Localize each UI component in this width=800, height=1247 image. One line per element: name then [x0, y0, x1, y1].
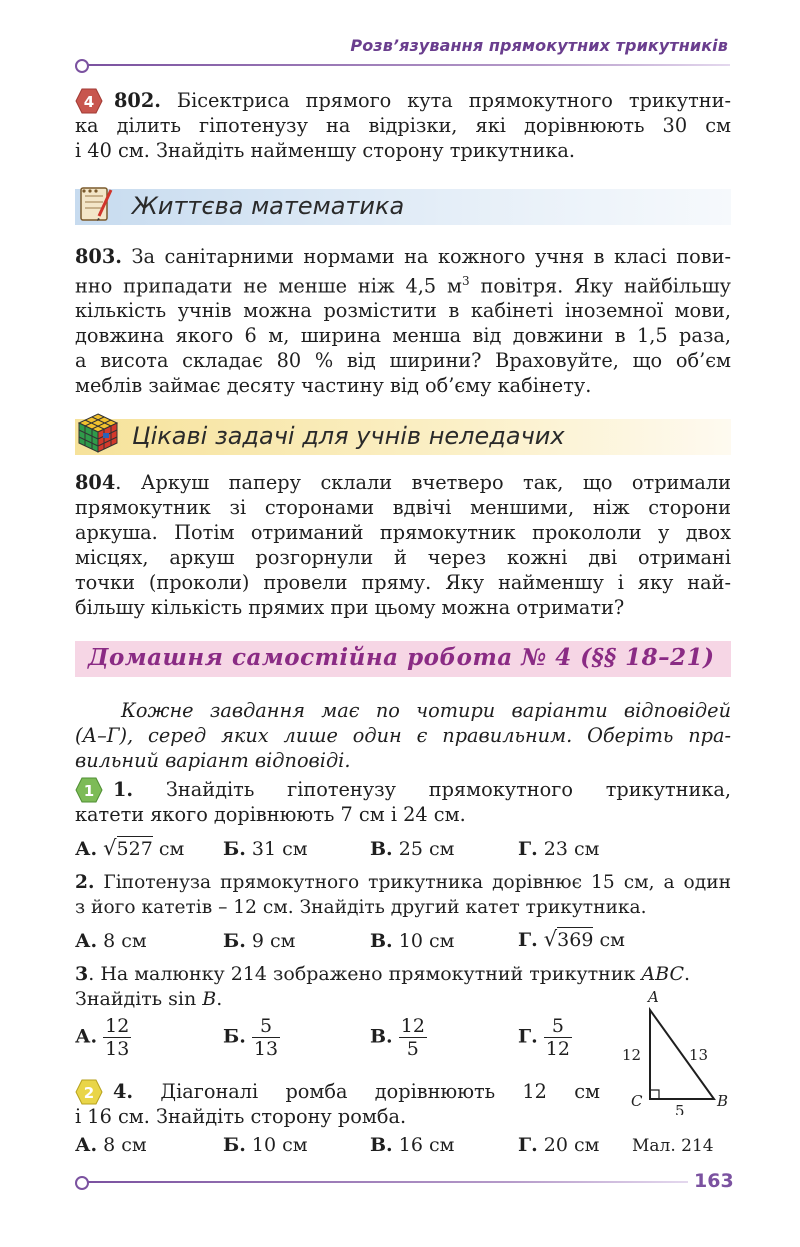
question-number: 4. — [113, 1080, 134, 1103]
option-label: Б. — [223, 1134, 246, 1156]
header-rule-ring — [75, 59, 89, 73]
denominator: 5 — [406, 1038, 419, 1060]
option-label: Г. — [518, 838, 538, 860]
q1-option-b[interactable] — [223, 838, 308, 860]
badge-number: 2 — [83, 1084, 95, 1102]
header-rule — [88, 64, 730, 66]
problem-text-line: кількість учнів можна розмістити в кабінеті іноземної мови, — [75, 299, 731, 323]
problem-text-line: меблів займає десяту частину від об’єму кабінету. — [75, 374, 592, 398]
fraction — [103, 1015, 131, 1060]
denominator: 12 — [545, 1038, 570, 1060]
problem-text-line: прямокутник зі сторонами вдвічі меншими, ніж сторони — [75, 496, 731, 519]
option-label: В. — [370, 930, 393, 952]
problem-804: 804. Аркуш паперу склали вчетверо так, що отримали прямокутник зі сторонами вдвічі меншими, ніж сторони аркуша. Потім отриманий прямокутник прокололи у двох місцях, аркуш розгорнули й через кожні дві отримані точки (проколи) провели пряму. Яку найменшу і яку най- більшу кількість прямих при цьому можна отримати? — [75, 471, 731, 619]
fraction — [544, 1015, 572, 1060]
q2-option-g[interactable] — [518, 927, 625, 951]
option-label: В. — [370, 1025, 393, 1048]
question-text-line: Знайдіть sin — [75, 988, 197, 1010]
section-title-life: Життєва математика — [132, 192, 405, 220]
problem-text-line: нно припадати не менше ніж 4,5 м — [75, 274, 463, 298]
triangle-name: ABC — [641, 963, 684, 985]
problem-text-line: За санітарними нормами на кожного учня в класі пови- — [131, 245, 731, 268]
q4-option-a[interactable] — [75, 1134, 147, 1156]
question-text-line: Діагоналі ромба дорівнюють 12 см — [160, 1080, 600, 1103]
q4-option-b[interactable] — [223, 1134, 308, 1156]
option-label: А. — [75, 838, 98, 860]
question-number: 2. — [75, 872, 95, 893]
vertex-label-a: A — [648, 988, 659, 1006]
running-header: Розв’язування прямокутних трикутників — [350, 36, 728, 55]
q3-option-a[interactable] — [75, 1015, 131, 1060]
problem-text-line: місцях, аркуш розгорнули й через кожні дві отримані — [75, 546, 731, 569]
option-label: В. — [370, 1134, 393, 1156]
angle-name: B — [202, 988, 217, 1010]
q4-option-g[interactable] — [518, 1134, 599, 1156]
q4-option-v[interactable] — [370, 1134, 454, 1156]
option-text: 31 см — [251, 838, 308, 860]
problem-text-line: точки (проколи) провели пряму. Яку найменшу і яку най- — [75, 571, 731, 594]
denominator: 13 — [253, 1038, 279, 1060]
side-label-ab: 13 — [689, 1046, 709, 1064]
square-root: √527 — [103, 836, 153, 860]
option-label: Б. — [223, 930, 246, 952]
problem-number: 804 — [75, 471, 116, 494]
question-text-line: катети якого дорівнюють 7 см і 24 см. — [75, 803, 466, 826]
q2-option-v[interactable] — [370, 930, 454, 952]
option-label: А. — [75, 1025, 98, 1048]
q2-option-a[interactable] — [75, 930, 147, 952]
radicand: 369 — [557, 929, 594, 951]
problem-text-line: більшу кількість прямих при цьому можна отримати? — [75, 596, 625, 619]
side-label-cb: 5 — [675, 1102, 685, 1115]
option-text: 8 см — [103, 930, 147, 952]
fraction — [399, 1015, 427, 1060]
problem-803 — [75, 244, 731, 398]
numerator: 5 — [252, 1015, 280, 1038]
unit: см — [158, 838, 185, 860]
q1-option-g[interactable] — [518, 838, 599, 860]
problem-text-line: повітря. Яку найбільшу — [469, 274, 731, 298]
option-label: Г. — [518, 929, 538, 951]
intro-line: Кожне завдання має по чотири варіанти відповідей — [121, 699, 731, 722]
question-2 — [75, 870, 731, 920]
option-text: 10 см — [251, 1134, 308, 1156]
q3-option-v[interactable] — [370, 1015, 427, 1060]
intro-line: вильний варіант відповіді. — [75, 749, 351, 772]
problem-number: 803. — [75, 245, 122, 268]
option-text: 20 см — [543, 1134, 600, 1156]
square-root: √369 — [543, 927, 594, 951]
q2-option-b[interactable] — [223, 930, 295, 952]
denominator: 13 — [105, 1038, 130, 1060]
side-label-ac: 12 — [622, 1046, 642, 1064]
problem-number: 802. — [114, 89, 161, 112]
option-label: А. — [75, 1134, 98, 1156]
question-number: 1. — [113, 778, 134, 801]
vertex-label-c: C — [631, 1092, 643, 1110]
question-text-line: . На малюнку 214 зображено прямокутний трикутник — [88, 963, 642, 985]
fraction — [252, 1015, 280, 1060]
superscript: 3 — [462, 274, 470, 288]
problem-text-line: ка ділить гіпотенузу на відрізки, які дорівнюють 30 см — [75, 114, 731, 137]
figure-caption: Мал. 214 — [632, 1136, 714, 1156]
option-text: 23 см — [543, 838, 600, 860]
option-text: 16 см — [398, 1134, 455, 1156]
homework-title: Домашня самостійна робота № 4 (§§ 18–21) — [88, 644, 715, 671]
option-label: Б. — [223, 1025, 246, 1048]
footer-rule — [88, 1181, 688, 1183]
option-label: Г. — [518, 1025, 538, 1048]
option-text: 8 см — [103, 1134, 147, 1156]
option-text: 10 см — [398, 930, 455, 952]
homework-intro — [75, 698, 731, 773]
badge-number: 1 — [83, 782, 95, 800]
option-text: 25 см — [398, 838, 455, 860]
question-text-line: Гіпотенуза прямокутного трикутника дорівнює 15 см, а один — [103, 872, 731, 893]
radicand: 527 — [116, 838, 153, 860]
q1-option-a[interactable] — [75, 836, 184, 860]
option-label: Г. — [518, 1134, 538, 1156]
problem-text-line: і 40 см. Знайдіть найменшу сторону трикутника. — [75, 139, 576, 162]
unit: см — [599, 929, 625, 951]
option-label: Б. — [223, 838, 246, 860]
page-number: 163 — [694, 1170, 734, 1192]
problem-text-line: Бісектриса прямого кута прямокутного трикутни- — [176, 89, 731, 112]
option-text: 9 см — [251, 930, 296, 952]
question-1 — [75, 777, 731, 827]
q1-option-v[interactable] — [370, 838, 454, 860]
numerator: 5 — [544, 1015, 572, 1038]
intro-line: (А–Г), серед яких лише один є правильним. Оберіть пра- — [75, 724, 731, 747]
problem-802 — [75, 88, 731, 163]
problem-text-line: довжина якого 6 м, ширина менша від довжини в 1,5 раза, — [75, 324, 731, 348]
footer-rule-ring — [75, 1176, 89, 1190]
q3-option-g[interactable] — [518, 1015, 572, 1060]
question-text-line: і 16 см. Знайдіть сторону ромба. — [75, 1105, 407, 1128]
question-number: 3 — [75, 963, 89, 985]
q3-option-b[interactable] — [223, 1015, 280, 1060]
problem-text-line: а висота складає 80 % від ширини? Враховуйте, що об’єм — [75, 349, 731, 373]
problem-text-line: аркуша. Потім отриманий прямокутник прокололи у двох — [75, 521, 731, 544]
vertex-label-b: B — [717, 1092, 729, 1110]
rubiks-cube-icon — [75, 410, 121, 456]
question-4 — [75, 1079, 600, 1129]
notebook-icon — [75, 180, 121, 226]
question-text-line: Знайдіть гіпотенузу прямокутного трикутника, — [165, 778, 731, 801]
numerator: 12 — [105, 1015, 130, 1037]
option-label: А. — [75, 930, 98, 952]
numerator: 12 — [400, 1015, 425, 1037]
section-title-fun: Цікаві задачі для учнів неледачих — [132, 422, 565, 450]
triangle-figure — [612, 985, 742, 1115]
right-angle-mark — [650, 1090, 659, 1099]
badge-number: 4 — [83, 93, 95, 111]
problem-text-line: Аркуш паперу склали вчетверо так, що отримали — [140, 471, 731, 494]
question-text-line: з його катетів – 12 см. Знайдіть другий катет трикутника. — [75, 897, 647, 918]
option-label: В. — [370, 838, 393, 860]
question-3: 3. На малюнку 214 зображено прямокутний трикутник ABC. Знайдіть sin B. — [75, 963, 691, 1010]
